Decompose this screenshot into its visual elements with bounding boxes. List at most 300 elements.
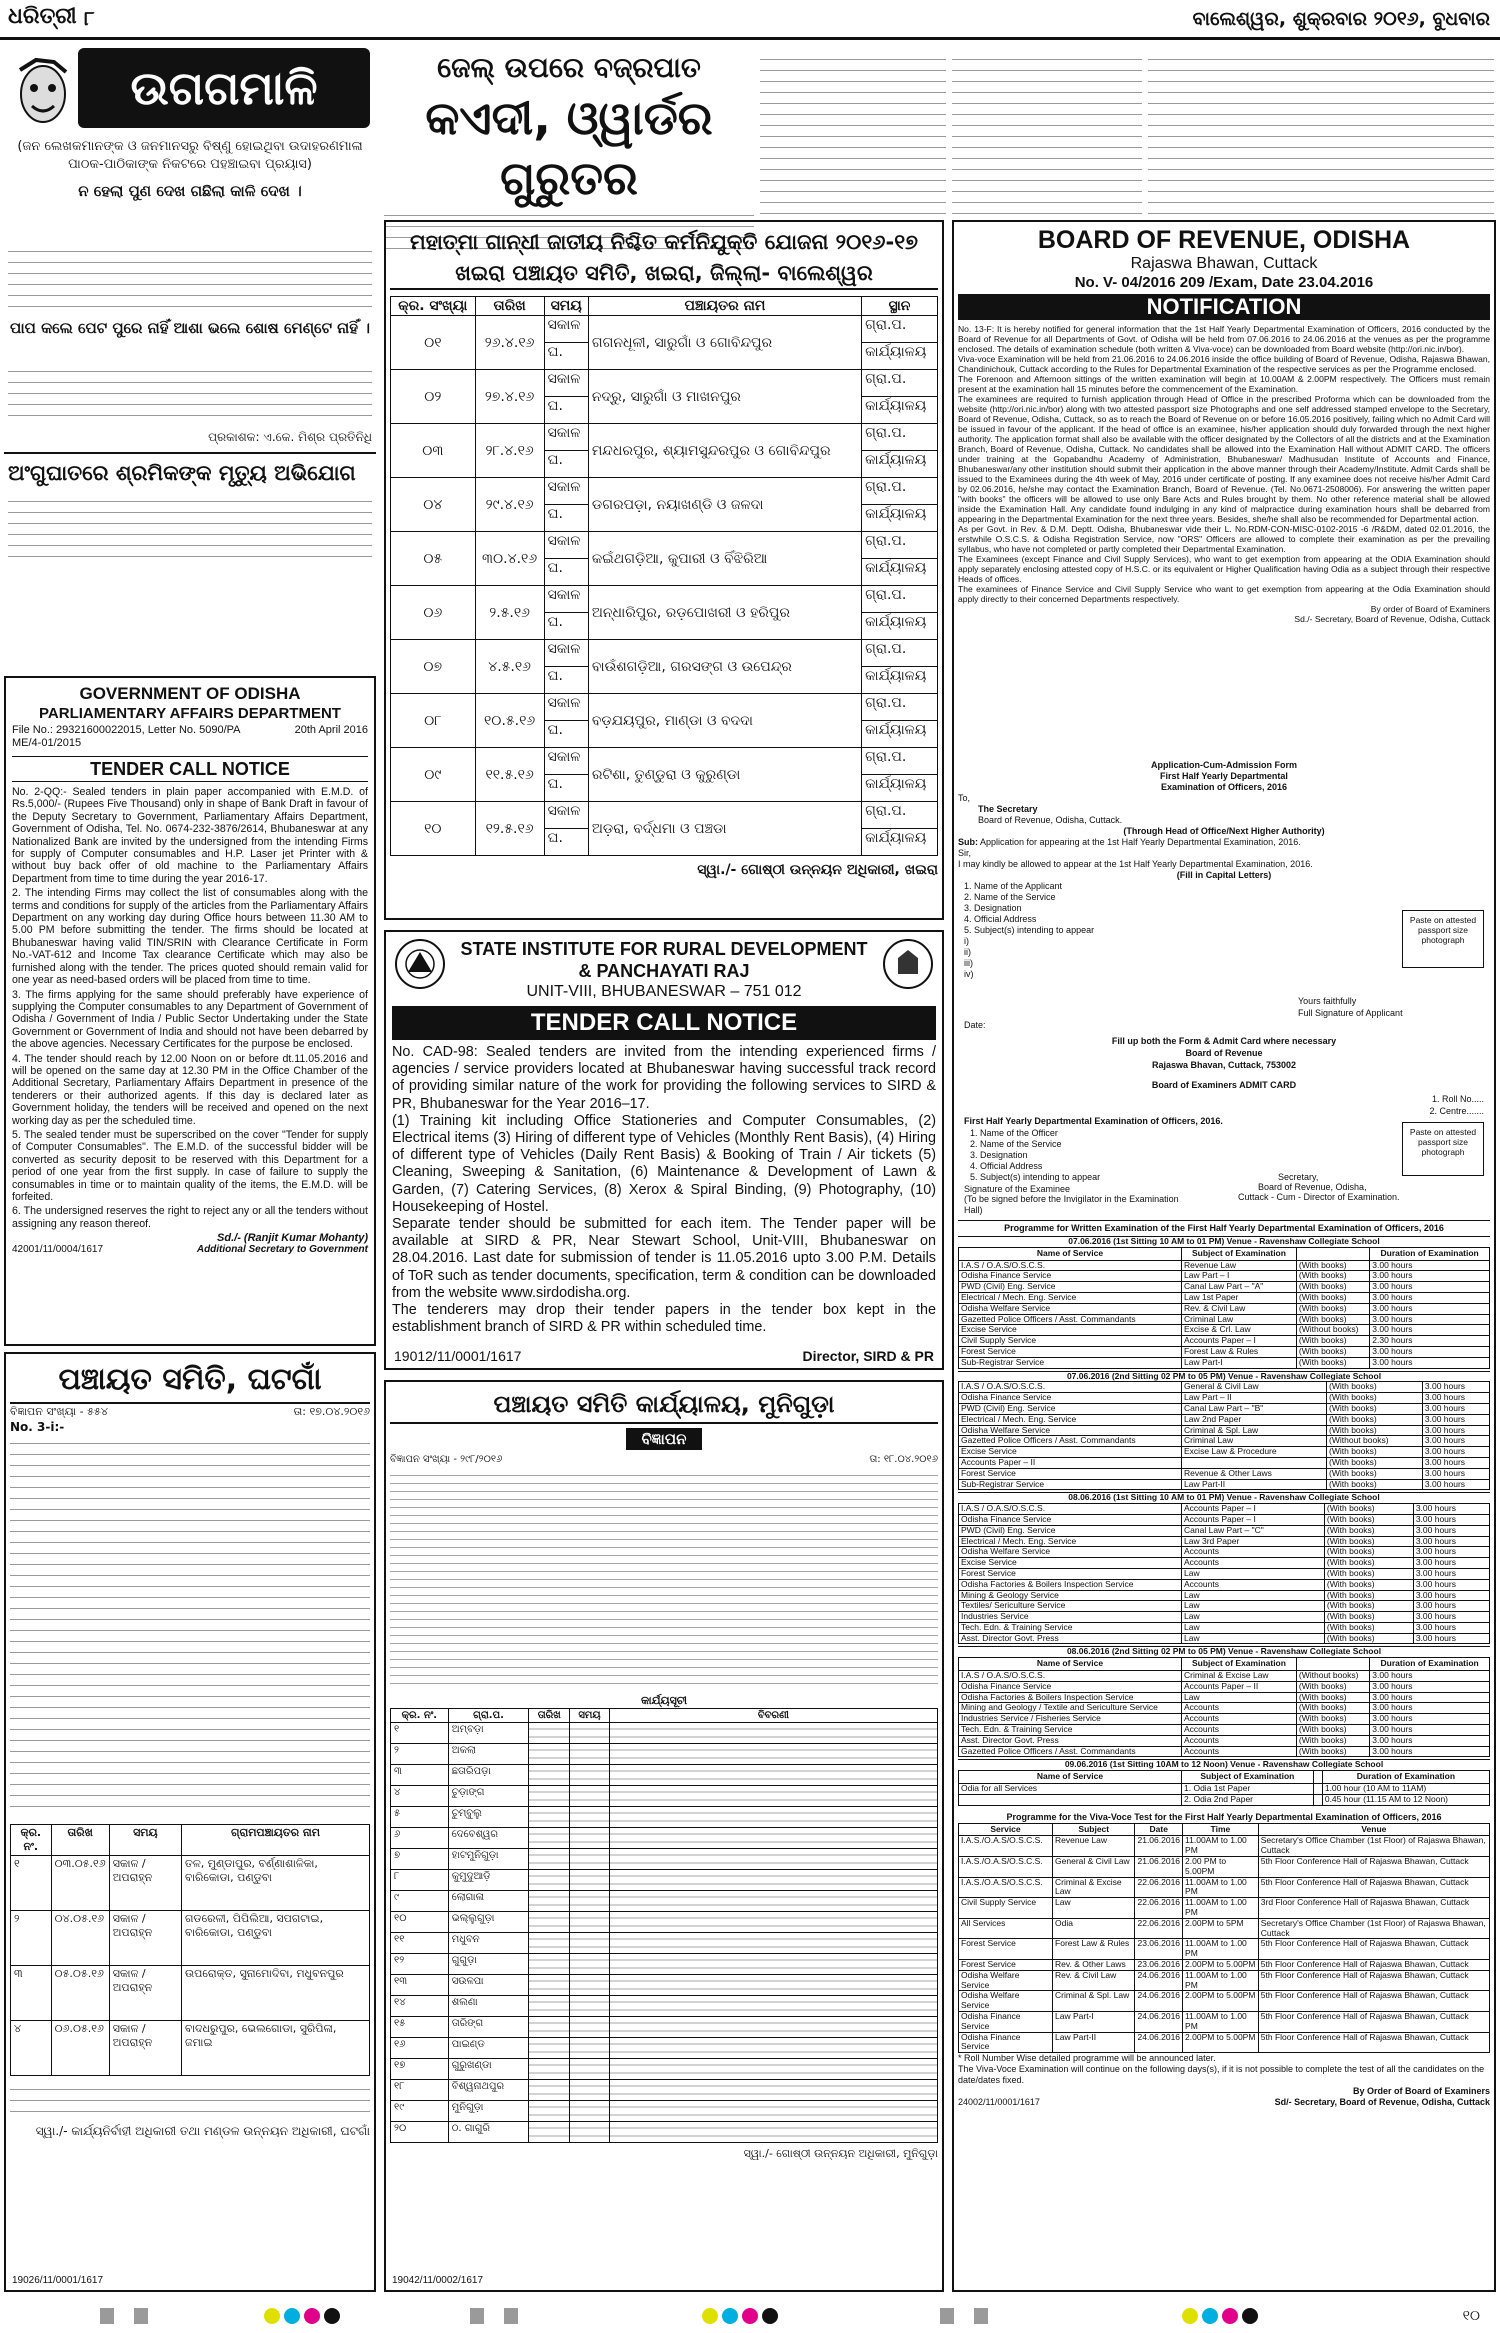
tender-para-2: 2. The intending Firms may collect the list of consumables along with the terms and conditions for supply of the articles from the Parliamentary Affairs Department on any working day during Office hours between 11.30 AM to 5.00 PM before submitting the tender. The firms should be located at Bhubaneswar having valid TIN/SRIN with Clearance Certificate in Form No.-VAT-612 and Income Tax clearance Certificate which may also be furnished along with the tender. The prices quoted should remain valid for one year as need-based orders will be placed from time to time.	[12, 887, 368, 987]
viva-venue: 5th Floor Conference Hall of Rajaswa Bhawan, Cuttack	[1258, 1991, 1489, 2012]
labor-news-headline: ଅଂଗୁଘାତରେ ଶ୍ରମିକଙ୍କ ମୃତ୍ୟୁ ଅଭିଯୋଗ	[8, 461, 356, 485]
session-row	[959, 1746, 1490, 1757]
proverbs-credit: ପ୍ରକାଶକ: ଏ.କେ. ମିଶ୍ର ପ୍ରତିନିଧି	[208, 430, 372, 444]
session-duration: 3.00 hours	[1422, 1457, 1489, 1468]
mgnrega-notice	[384, 220, 944, 920]
munigada-cell-desc	[609, 1933, 937, 1954]
sird-tender-heading: TENDER CALL NOTICE	[392, 1006, 936, 1040]
munigada-cell-desc	[609, 2059, 937, 2080]
session-books: (With books)	[1324, 1525, 1413, 1536]
munigada-cell-no: ୧୨	[391, 1954, 449, 1975]
session-col-header: Duration of Examination	[1322, 1771, 1489, 1784]
session-books: (With books)	[1324, 1612, 1413, 1623]
session-col-header: Duration of Examination	[1370, 1658, 1490, 1671]
session-books: (With books)	[1324, 1622, 1413, 1633]
session-duration: 3.00 hours	[1370, 1725, 1490, 1736]
session-books: (With books)	[1296, 1260, 1369, 1271]
viva-time: 11.00AM to 1.00 PM	[1183, 2011, 1259, 2032]
session-books: (With books)	[1327, 1479, 1423, 1490]
munigada-cell-desc	[609, 2080, 937, 2101]
mgnrega-cell-place: ଗ୍ରା.ପ.	[862, 694, 938, 721]
mgnrega-cell-date: ୧୧.୫.୧୬	[475, 748, 544, 802]
session-subject: Excise Law & Procedure	[1182, 1447, 1327, 1458]
session-subject: Forest Law & Rules	[1182, 1346, 1297, 1357]
viva-service: Civil Supply Service	[959, 1898, 1053, 1919]
sird-address: UNIT-VIII, BHUBANESWAR – 751 012	[526, 983, 802, 1000]
session-subject: Accounts Paper – I	[1182, 1504, 1325, 1515]
session-service: Odisha Finance Service	[959, 1681, 1182, 1692]
mgnrega-cell-time: ସକାଳ	[544, 802, 588, 829]
session-service: Excise Service	[959, 1325, 1182, 1336]
session-row	[959, 1271, 1490, 1282]
mgnrega-table	[390, 296, 938, 856]
session-row	[959, 1692, 1490, 1703]
proverb-text-block-2	[8, 364, 372, 424]
mgnrega-cell-place-2: କାର୍ଯ୍ୟାଳୟ	[862, 721, 938, 748]
session-heading: 09.06.2016 (1st Sitting 10AM to 12 Noon) Venue - Ravenshaw Collegiate School	[958, 1759, 1490, 1770]
session-books: (With books)	[1327, 1425, 1423, 1436]
session-duration: 3.00 hours	[1370, 1260, 1490, 1271]
ghatgaon-ref-line	[10, 1404, 370, 1420]
viva-venue: 5th Floor Conference Hall of Rajaswa Bhawan, Cuttack	[1258, 2032, 1489, 2053]
munigada-cell-no: ୧୯	[391, 2101, 449, 2122]
newspaper-logo: ଧରିତ୍ରୀ	[8, 4, 77, 29]
bor-address: Rajaswa Bhawan, Cuttack	[1130, 255, 1318, 272]
mgnrega-cell-time-2: ଘ.	[544, 505, 588, 532]
proverb-text-block	[8, 244, 372, 314]
tender-code: 42001/11/0004/1617	[12, 1244, 104, 1256]
munigada-cell-time	[570, 1933, 610, 1954]
session-service: Forest Service	[959, 1346, 1182, 1357]
session-books: (With books)	[1296, 1271, 1369, 1282]
session-header-row	[959, 1658, 1490, 1671]
munigada-cell-desc	[609, 1744, 937, 1765]
ghatgaon-cell-date: ୦୫.୦୫.୧୬	[51, 1966, 109, 2021]
munigada-cell-time	[570, 1912, 610, 1933]
mgnrega-row	[391, 370, 938, 397]
admit-secretary: Secretary,	[1278, 1172, 1319, 1182]
mgnrega-cell-time-2: ଘ.	[544, 397, 588, 424]
session-books: (With books)	[1296, 1735, 1369, 1746]
mgnrega-cell-place-2: କାର୍ଯ୍ୟାଳୟ	[862, 613, 938, 640]
mgnrega-cell-place: ଗ୍ରା.ପ.	[862, 370, 938, 397]
munigada-cell-time	[570, 1744, 610, 1765]
mgnrega-cell-place: ଗ୍ରା.ପ.	[862, 748, 938, 775]
mgnrega-cell-no: ୦୧	[391, 316, 476, 370]
munigada-cell-date	[529, 1891, 570, 1912]
munigada-cell-no: ୮	[391, 1870, 449, 1891]
session-row	[959, 1703, 1490, 1714]
session-duration: 3.00 hours	[1370, 1735, 1490, 1746]
bor-para-2: Viva-voce Examination will be held from 21.06.2016 to 24.06.2016 inside the office building of Board of Revenue, Odisha, Rajaswa Bhawan, Chandinichouk, Cuttack according to the Rules for Departmental Examination of the respective services as per the Programme enclosed.	[958, 354, 1490, 374]
munigada-cell-date	[529, 2080, 570, 2101]
form-subject-text: Application for appearing at the 1st Half Yearly Departmental Examination, 2016.	[980, 837, 1301, 847]
form-board: Board of Revenue	[1185, 1048, 1263, 1058]
tender-call-heading: TENDER CALL NOTICE	[12, 756, 368, 782]
ghatgaon-notice	[4, 1352, 376, 2292]
session-row	[959, 1282, 1490, 1293]
session-subject: Canal Law Part – "C"	[1182, 1525, 1325, 1536]
session-service: Mining & Geology Service	[959, 1590, 1182, 1601]
session-books: (With books)	[1324, 1601, 1413, 1612]
ghatgaon-cell-time: ସକାଳ / ଅପରାହ୍ନ	[109, 1966, 181, 2021]
ghatgaon-col-header: ସମୟ	[109, 1825, 181, 1856]
ghatgaon-row	[11, 1911, 370, 1966]
session-header-row	[959, 1771, 1490, 1784]
session-service: PWD (Civil) Eng. Service	[959, 1403, 1182, 1414]
viva-row	[959, 2011, 1490, 2032]
viva-subject: Odia	[1053, 1918, 1135, 1939]
munigada-cell-desc	[609, 2038, 937, 2059]
munigada-cell-desc	[609, 1891, 937, 1912]
session-subject	[1182, 1457, 1327, 1468]
session-duration: 3.00 hours	[1370, 1692, 1490, 1703]
munigada-cell-time	[570, 1786, 610, 1807]
munigada-cell-time	[570, 1996, 610, 2017]
session-duration: 1.00 hour (10 AM to 11AM)	[1322, 1784, 1489, 1795]
munigada-cell-date	[529, 1723, 570, 1744]
viva-row	[959, 1960, 1490, 1971]
jail-news-article	[384, 48, 754, 208]
form-subject-label: Sub:	[958, 837, 978, 847]
mgnrega-row	[391, 478, 938, 505]
session-books: (With books)	[1296, 1346, 1369, 1357]
form-to-2: Board of Revenue, Odisha, Cuttack.	[978, 815, 1123, 825]
viva-col-header: Venue	[1258, 1823, 1489, 1836]
munigada-cell-date	[529, 2038, 570, 2059]
session-books: (With books)	[1324, 1633, 1413, 1644]
tender-para-3: 3. The firms applying for the same should preferably have experience of supplying the Computer consumables to any Department of Government of Odisha / Government of India / Public Sector Undertaking under the State Government or Government of India and should not have been debarred by the above agencies. Necessary Certificates for the purpose be enclosed.	[12, 988, 368, 1051]
admit-first-half: First Half Yearly Departmental Examination of Officers, 2016.	[964, 1116, 1223, 1126]
munigada-cell-time	[570, 1807, 610, 1828]
admit-heading: Board of Examiners ADMIT CARD	[1151, 1080, 1297, 1090]
viva-date: 23.06.2016	[1135, 1960, 1183, 1971]
session-row	[959, 1525, 1490, 1536]
session-service: Tech. Edn. & Training Service	[959, 1725, 1182, 1736]
session-service: Odisha Welfare Service	[959, 1547, 1182, 1558]
session-service	[959, 1794, 1182, 1805]
mgnrega-cell-date: ୨୭.୪.୧୬	[475, 370, 544, 424]
session-duration: 3.00 hours	[1422, 1468, 1489, 1479]
session-row	[959, 1292, 1490, 1303]
mgnrega-cell-no: ୦୨	[391, 370, 476, 424]
ghatgaon-row	[11, 1856, 370, 1911]
session-row	[959, 1568, 1490, 1579]
session-col-header	[1296, 1247, 1369, 1260]
mgnrega-row	[391, 586, 938, 613]
session-subject: Law Part – I	[1182, 1271, 1297, 1282]
mgnrega-cell-no: ୦୪	[391, 478, 476, 532]
session-books: (With books)	[1296, 1746, 1369, 1757]
munigada-ref-line	[390, 1454, 938, 1466]
munigada-cell-date	[529, 1828, 570, 1849]
ghatgaon-body-text	[10, 1436, 370, 1816]
munigada-row	[391, 2017, 938, 2038]
munigada-cell-gp: ଅମ୍ବଡ଼ା	[448, 1723, 529, 1744]
session-subject: Law	[1182, 1590, 1325, 1601]
form-to-1: The Secretary	[978, 804, 1038, 814]
munigada-cell-no: ୧୬	[391, 2038, 449, 2059]
session-service: Odisha Finance Service	[959, 1271, 1182, 1282]
session-duration: 3.00 hours	[1370, 1746, 1490, 1757]
session-row	[959, 1558, 1490, 1569]
viva-time: 11.00AM to 1.00 PM	[1183, 1970, 1259, 1991]
session-service: Electrical / Mech. Eng. Service	[959, 1414, 1182, 1425]
session-books: (With books)	[1324, 1590, 1413, 1601]
viva-time: 2.00 PM to 5.00PM	[1183, 1857, 1259, 1878]
mgnrega-cell-time-2: ଘ.	[544, 451, 588, 478]
munigada-cell-no: ୫	[391, 1807, 449, 1828]
session-row	[959, 1393, 1490, 1404]
session-service: Sub-Registrar Service	[959, 1357, 1182, 1368]
divider	[4, 452, 376, 454]
munigada-cell-gp: ବିଶ୍ୱନାଥପୁର	[448, 2080, 529, 2101]
mgnrega-cell-panchayat: ବଡ଼ଯୟପୁର, ମାଣ୍ଡା ଓ ବଦଦା	[588, 694, 861, 748]
viva-venue: 5th Floor Conference Hall of Rajaswa Bhawan, Cuttack	[1258, 1970, 1489, 1991]
jail-news-headline: କଏଦୀ, ଓ୍ୱାର୍ଡର ଗୁରୁତର	[425, 91, 713, 205]
session-col-header: Duration of Examination	[1370, 1247, 1490, 1260]
by-order-2: By Order of Board of Examiners	[1352, 2086, 1490, 2097]
session-books: (With books)	[1327, 1414, 1423, 1425]
tender-body	[12, 786, 368, 1230]
munigada-cell-gp: ଚୁମ୍ବୁଲୁ	[448, 1807, 529, 1828]
session-books: (With books)	[1324, 1568, 1413, 1579]
session-subject: Law 2nd Paper	[1182, 1414, 1327, 1425]
labor-news-body	[8, 494, 372, 564]
page-marker: ୮	[84, 6, 95, 30]
viva-subject: Law Part-I	[1053, 2011, 1135, 2032]
viva-date: 21.06.2016	[1135, 1836, 1183, 1857]
session-books: (With books)	[1296, 1681, 1369, 1692]
session-service: Asst. Director Govt. Press	[959, 1633, 1182, 1644]
session-duration: 3.00 hours	[1422, 1414, 1489, 1425]
viva-date: 22.06.2016	[1135, 1918, 1183, 1939]
mgnrega-cell-place: ଗ୍ରା.ପ.	[862, 532, 938, 559]
viva-subject: Law	[1053, 1898, 1135, 1919]
bor-para-7: The examinees of Finance Service and Civil Supply Service who want to get exemption from appearing at the Odia Examination should apply directly to their concerned Departments respectively.	[958, 584, 1490, 604]
page-number: ୧୦	[1462, 2308, 1480, 2324]
viva-row	[959, 1991, 1490, 2012]
ghatgaon-ref-date: ତା: ୧୭.୦୪.୨୦୧୬	[293, 1405, 370, 1418]
session-subject: Law 3rd Paper	[1182, 1536, 1325, 1547]
mgnrega-row	[391, 802, 938, 829]
mgnrega-row	[391, 640, 938, 667]
viva-col-header: Subject	[1053, 1823, 1135, 1836]
session-duration: 3.00 hours	[1413, 1622, 1489, 1633]
session-duration: 3.00 hours	[1370, 1703, 1490, 1714]
cartoon-face-icon	[14, 54, 72, 128]
session-row	[959, 1382, 1490, 1393]
munigada-cell-time	[570, 2101, 610, 2122]
file-line	[12, 724, 368, 737]
session-subject: 2. Odia 2nd Paper	[1182, 1794, 1314, 1805]
session-table	[958, 1770, 1490, 1805]
munigada-cell-no: ୬	[391, 1828, 449, 1849]
mgnrega-cell-date: ୩୦.୪.୧୬	[475, 532, 544, 586]
admit-secretary-3: Cuttack - Cum - Director of Examination.	[1238, 1192, 1400, 1202]
mgnrega-cell-time-2: ଘ.	[544, 559, 588, 586]
ghatgaon-schedule-table	[10, 1824, 370, 2076]
munigada-col-header: ସମୟ	[570, 1709, 610, 1723]
bor-para-5: As per Govt. in Rev. & D.M. Deptt. Odisha, Bhubaneswar vide their L. No.RDM-CON-MISC-0102-2015 -6 /R&DM, dated 02.01.2016, the erstwhile O.S.C.S. & Odisha Registration Service, now "ORS" Officers are allowed to complete their examination as per the prevailing syllabus, who have not completed or partly completed their Departmental Examination.	[958, 524, 1490, 554]
session-duration: 3.00 hours	[1413, 1633, 1489, 1644]
session-duration: 3.00 hours	[1370, 1714, 1490, 1725]
session-service: Tech. Edn. & Training Service	[959, 1622, 1182, 1633]
viva-time: 11.00AM to 1.00 PM	[1183, 1939, 1259, 1960]
mgnrega-cell-panchayat: ଅଡ଼ରା, ବର୍ଦ୍ଧମା ଓ ପଞ୍ଚଡା	[588, 802, 861, 856]
jail-news-body-col1	[760, 52, 946, 214]
munigada-cell-desc	[609, 1870, 937, 1891]
form-roman-item: ii)	[964, 947, 971, 957]
admit-field-label: 4. Official Address	[970, 1161, 1043, 1171]
mgnrega-cell-time: ସକାଳ	[544, 370, 588, 397]
form-subtitle: First Half Yearly Departmental	[1160, 771, 1288, 781]
munigada-cell-no: ୧୪	[391, 1996, 449, 2017]
session-duration: 3.00 hours	[1422, 1425, 1489, 1436]
session-subject: Criminal & Spl. Law	[1182, 1425, 1327, 1436]
mgnrega-cell-no: ୧୦	[391, 802, 476, 856]
viva-date: 23.06.2016	[1135, 1939, 1183, 1960]
session-books: (With books)	[1296, 1714, 1369, 1725]
munigada-cell-desc	[609, 2122, 937, 2143]
session-subject: Law Part-II	[1182, 1479, 1327, 1490]
mgnrega-cell-time: ସକାଳ	[544, 316, 588, 343]
session-books: (Without books)	[1296, 1671, 1369, 1682]
tender-para-5: 5. The sealed tender must be superscribed on the cover "Tender for supply of Computer Consumables". The E.M.D. of the successful bidder will be converted as security deposit to be reserved with this Department for a period of one year from the first supply. In case of failure to supply the consumables in time or to maintain quality of the items, the E.M.D. will be forfeited.	[12, 1128, 368, 1203]
session-col-header: Name of Service	[959, 1658, 1182, 1671]
session-duration: 3.00 hours	[1422, 1393, 1489, 1404]
session-books: (With books)	[1327, 1457, 1423, 1468]
munigada-cell-no: ୧	[391, 1723, 449, 1744]
mgnrega-cell-place: ଗ୍ରା.ପ.	[862, 640, 938, 667]
session-subject: Accounts	[1182, 1714, 1297, 1725]
session-row	[959, 1346, 1490, 1357]
munigada-cell-date	[529, 1849, 570, 1870]
mgnrega-cell-no: ୦୯	[391, 748, 476, 802]
bor-signature: Sd./- Secretary, Board of Revenue, Odisha, Cuttack	[1294, 614, 1490, 624]
session-row	[959, 1514, 1490, 1525]
gray-marks-right	[930, 2308, 998, 2328]
ghatgaon-row	[11, 2021, 370, 2076]
session-service: Odisha Welfare Service	[959, 1425, 1182, 1436]
mgnrega-col-header: ତାରିଖ	[475, 297, 544, 316]
form-roman-item: iv)	[964, 969, 974, 979]
ghatgaon-no: No. 3-i:-	[10, 1420, 65, 1434]
mgnrega-col-header: ପଞ୍ଚାୟତର ନାମ	[588, 297, 861, 316]
form-full-signature: Full Signature of Applicant	[1298, 1008, 1403, 1018]
proverbs-title-block	[4, 48, 376, 132]
session-subject: Law	[1182, 1622, 1325, 1633]
sird-signatory: Director, SIRD & PR	[802, 1348, 934, 1364]
viva-time: 2.00PM to 5.00PM	[1183, 1960, 1259, 1971]
session-books: (With books)	[1324, 1547, 1413, 1558]
session-row	[959, 1579, 1490, 1590]
mgnrega-cell-time-2: ଘ.	[544, 775, 588, 802]
munigada-cell-no: ୧୫	[391, 2017, 449, 2038]
session-subject: Accounts	[1182, 1735, 1297, 1746]
session-subject: Criminal Law	[1182, 1314, 1297, 1325]
bor-para-6: The Examinees (except Finance and Civil Supply Services), who want to get exemption from appearing at the ODIA Examination should apply separately enclosing attested copy of H.S.C. or its equivalent or Higher Qualification having Odia as a subject through their respective Heads of offices.	[958, 554, 1490, 584]
munigada-cell-gp: ତାରିଙ୍ଗ	[448, 2017, 529, 2038]
tender-para-4: 4. The tender should reach by 12.00 Noon on or before dt.11.05.2016 and will be opened on the same day at 12.30 PM in the Office Chamber of the Additional Secretary, Parliamentary Affairs Department in presence of the tenderers or their authorized agents. If this day is declared later as Government holiday, the tenders will be received and opened on the next working day as per the scheduled time.	[12, 1052, 368, 1127]
session-service: Odisha Factories & Boilers Inspection Service	[959, 1692, 1182, 1703]
mgnrega-cell-place: ଗ୍ରା.ପ.	[862, 478, 938, 505]
session-subject: Accounts	[1182, 1725, 1297, 1736]
munigada-col-header: ଗ୍ରା.ପ.	[448, 1709, 529, 1723]
bor-title: BOARD OF REVENUE, ODISHA	[1037, 226, 1411, 254]
viva-date: 24.06.2016	[1135, 1991, 1183, 2012]
session-service: I.A.S / O.A.S/O.S.C.S.	[959, 1260, 1182, 1271]
session-service: Excise Service	[959, 1558, 1182, 1569]
form-roman-item: iii)	[964, 958, 973, 968]
color-marks-3	[1180, 2308, 1260, 2328]
session-subject: Accounts Paper – I	[1182, 1514, 1325, 1525]
session-row	[959, 1784, 1490, 1795]
session-row	[959, 1314, 1490, 1325]
session-duration: 3.00 hours	[1413, 1612, 1489, 1623]
session-row	[959, 1622, 1490, 1633]
session-books: (With books)	[1296, 1703, 1369, 1714]
form-fill-both: Fill up both the Form & Admit Card where necessary	[1111, 1036, 1337, 1046]
mgnrega-cell-date: ୨.୫.୧୬	[475, 586, 544, 640]
session-subject: Criminal Law	[1182, 1436, 1327, 1447]
proverbs-intro: (ଜନ ଲେଖକମାନଙ୍କ ଓ ଜନମାନସରୁ ବିଷ୍ଣୁ ହୋଇଥିବା ଉଦାହରଣମାଳା ପାଠକ-ପାଠିକାଙ୍କ ନିକଟରେ ପହଞ୍ଚାଇବା ପ୍ରୟାସ)	[17, 139, 363, 172]
session-books: (With books)	[1296, 1282, 1369, 1293]
tender-para-1: No. 2-QQ:- Sealed tenders in plain paper accompanied with E.M.D. of Rs.5,000/- (Rupees Five Thousand) only in shape of Bank Draft in favour of the Deputy Secretary to Government, Parliamentary Affairs Department, Government of Odisha, Tel. No. 0674-232-3876/2614, Bhubaneswar at any Nationalized Bank are invited by the undersigned from the intending Firms for supply of Computer consumables and H.P. Laser jet Printer with & without buy back offer of old machine to the Parliamentary Affairs Department from time to time during the year 2016-17.	[12, 786, 368, 885]
mgnrega-cell-place-2: କାର୍ଯ୍ୟାଳୟ	[862, 397, 938, 424]
munigada-row	[391, 1933, 938, 1954]
proverb-verse-1: ନ ହେଲା ପୁଣ ଦେଖ ଗଛିଲା କାଳି ଦେଖ ।	[78, 182, 302, 200]
mgnrega-cell-place-2: କାର୍ଯ୍ୟାଳୟ	[862, 829, 938, 856]
mgnrega-signature: ସ୍ୱା./- ଗୋଷ୍ଠୀ ଉନ୍ନୟନ ଅଧିକାରୀ, ଖଇରା	[697, 862, 938, 878]
session-col-header: Name of Service	[959, 1771, 1182, 1784]
signature-examinee: Signature of the Examinee	[964, 1184, 1071, 1194]
munigada-cell-time	[570, 1891, 610, 1912]
roll-no: 1. Roll No.....	[1431, 1094, 1484, 1104]
admit-card	[958, 1080, 1490, 1215]
session-row	[959, 1403, 1490, 1414]
viva-service: I.A.S./O.A.S/O.S.C.S.	[959, 1857, 1053, 1878]
munigada-row	[391, 1849, 938, 1870]
viva-date: 22.06.2016	[1135, 1877, 1183, 1898]
session-subject: Law	[1182, 1601, 1325, 1612]
session-books: (Without books)	[1296, 1325, 1369, 1336]
session-duration: 3.00 hours	[1370, 1292, 1490, 1303]
masthead-strip	[0, 0, 1500, 40]
viva-service: Forest Service	[959, 1939, 1053, 1960]
mgnrega-cell-panchayat: ଅନ୍ଧାରିପୁର, ରଡ଼ପୋଖରୀ ଓ ହରିପୁର	[588, 586, 861, 640]
viva-service: Odisha Finance Service	[959, 2011, 1053, 2032]
tender-signature: Sd./- (Ranjit Kumar Mohanty)	[217, 1232, 368, 1245]
bor-signature-2: Sd/- Secretary, Board of Revenue, Odisha, Cuttack	[1274, 2097, 1490, 2108]
session-books: (With books)	[1324, 1579, 1413, 1590]
munigada-cell-time	[570, 1870, 610, 1891]
form-to: To,	[958, 793, 971, 803]
dept-heading: PARLIAMENTARY AFFAIRS DEPARTMENT	[39, 705, 341, 722]
ghatgaon-ref: ବିଜ୍ଞାପନ ସଂଖ୍ୟା - ୫୫୪	[10, 1405, 108, 1418]
munigada-cell-no: ୨	[391, 1744, 449, 1765]
proverb-verse-2: ପାପ କଲେ ପେଟ ପୁରେ ନାହିଁ ଆଶା ଭଲେ ଶୋଷ ମେଣ୍ଟେ ନାହିଁ ।	[10, 319, 370, 337]
munigada-cell-gp: ମୁନିଗୁଡ଼ା	[448, 2101, 529, 2122]
sird-para-2: Separate tender should be submitted for each item. The Tender paper will be available at SIRD & PR, Near Stewart School, Unit-VIII, Bhubaneswar on 28.04.2016. Last date for submission of tender is 11.05.2016 upto 3.00 P.M. Details of ToR such as tender documents, specification, term & condition can be downloaded from the website www.sirdodisha.org.	[392, 1216, 936, 1301]
munigada-cell-no: ୧୧	[391, 1933, 449, 1954]
session-duration: 3.00 hours	[1370, 1303, 1490, 1314]
munigada-row	[391, 1807, 938, 1828]
munigada-cell-time	[570, 2017, 610, 2038]
session-books: (With books)	[1296, 1303, 1369, 1314]
session-duration: 0.45 hour (11.15 AM to 12 Noon)	[1322, 1794, 1489, 1805]
ghatgaon-cell-no: ୪	[11, 2021, 52, 2076]
